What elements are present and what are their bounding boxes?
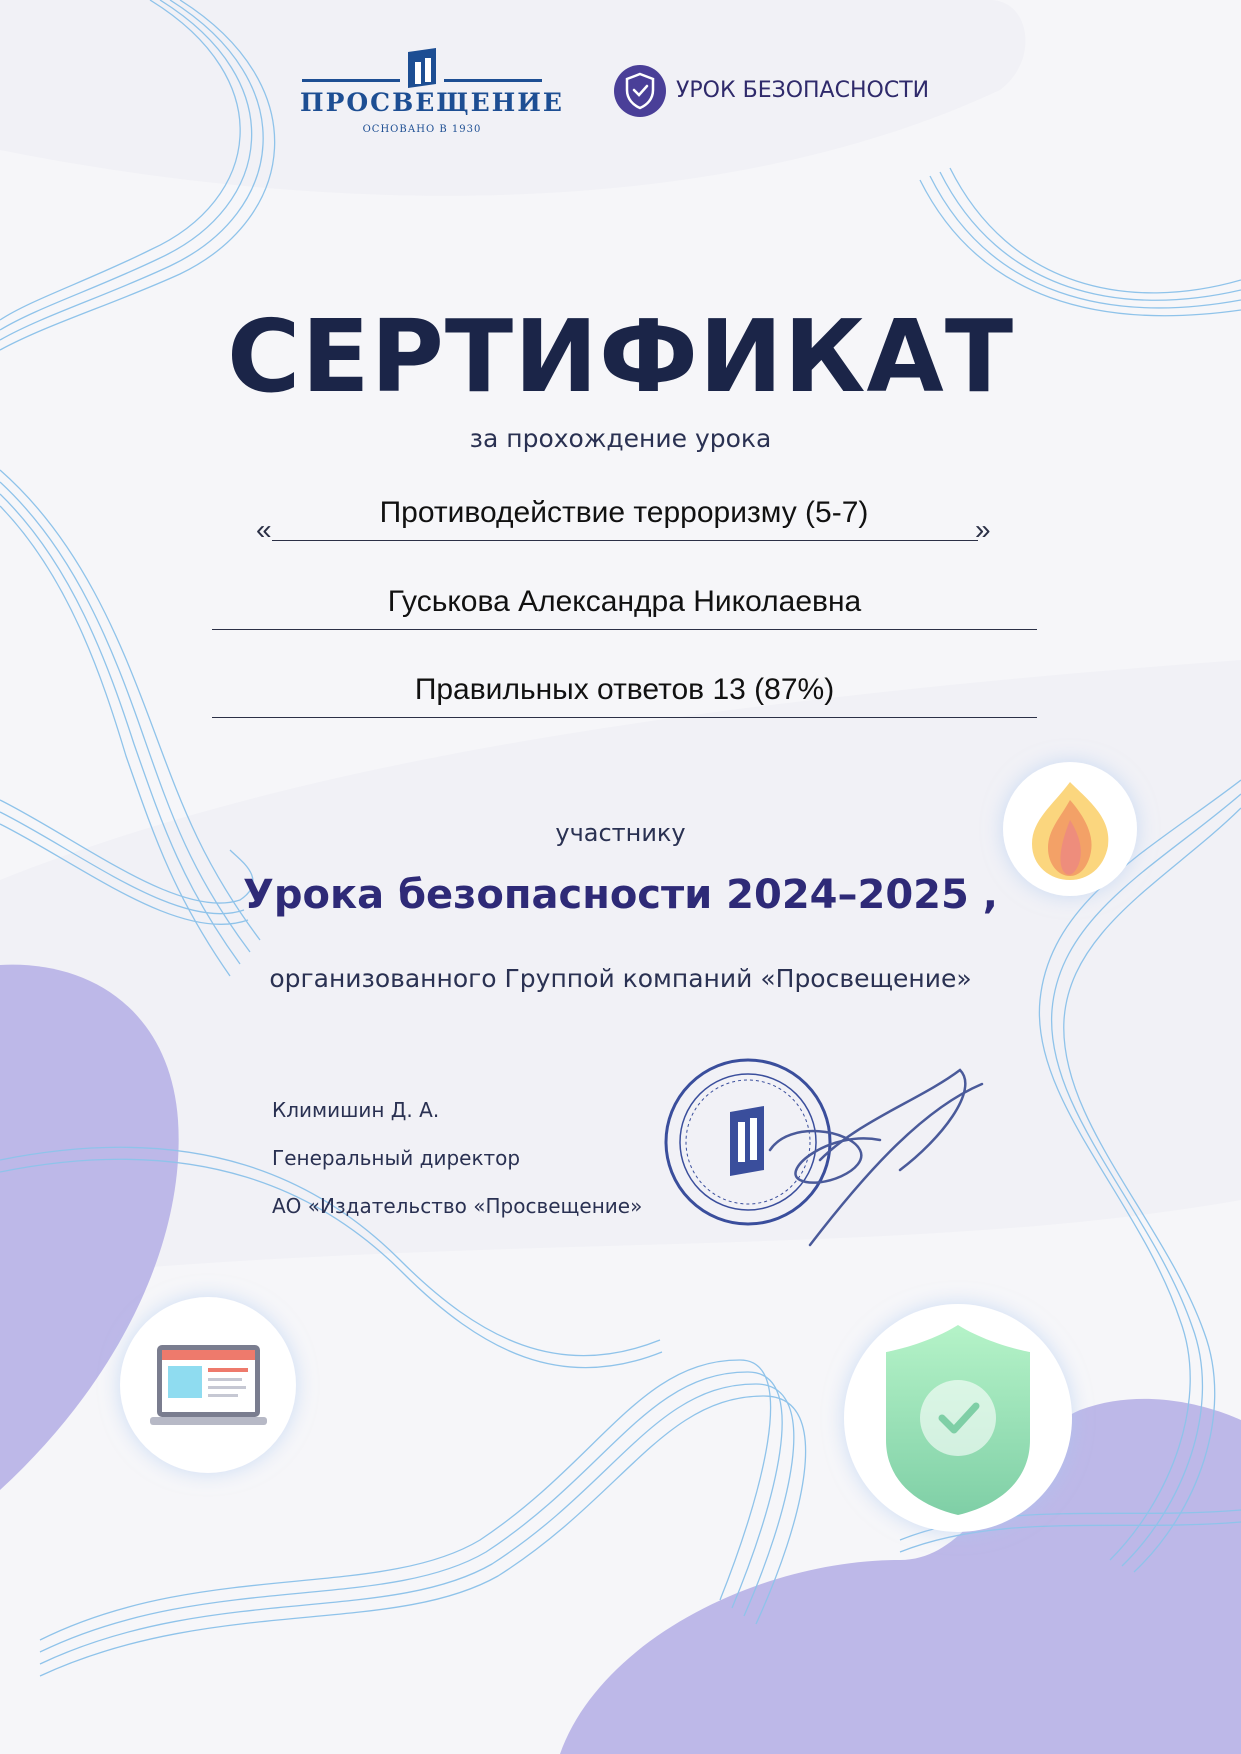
result-underline [212, 717, 1037, 718]
quote-open: « [256, 514, 272, 545]
signatory-name: Климишин Д. А. [272, 1098, 440, 1122]
lesson-underline [272, 540, 978, 541]
certificate-title: СЕРТИФИКАТ [226, 298, 1015, 415]
partner-name: УРОК БЕЗОПАСНОСТИ [676, 78, 930, 103]
participant-label: участнику [555, 819, 686, 847]
organizer-text: организованного Группой компаний «Просвещение» [269, 964, 972, 993]
recipient-name: Гуськова Александра Николаевна [387, 585, 862, 618]
signatory-organization: АО «Издательство «Просвещение» [272, 1194, 643, 1218]
event-name: Урока безопасности 2024–2025 , [243, 872, 998, 918]
brand-founded: ОСНОВАНО В 1930 [362, 124, 482, 135]
certificate-subtitle: за прохождение урока [469, 424, 772, 453]
lesson-name: Противодействие терроризму (5-7) [379, 496, 869, 529]
signatory-position: Генеральный директор [272, 1146, 521, 1170]
brand-name: ПРОСВЕЩЕНИЕ [300, 88, 564, 117]
shield-badge-icon [844, 1304, 1072, 1532]
laptop-icon [120, 1297, 296, 1473]
result-text: Правильных ответов 13 (87%) [414, 673, 835, 706]
recipient-underline [212, 629, 1037, 630]
shield-check-icon [614, 65, 666, 117]
quote-close: » [975, 514, 991, 545]
